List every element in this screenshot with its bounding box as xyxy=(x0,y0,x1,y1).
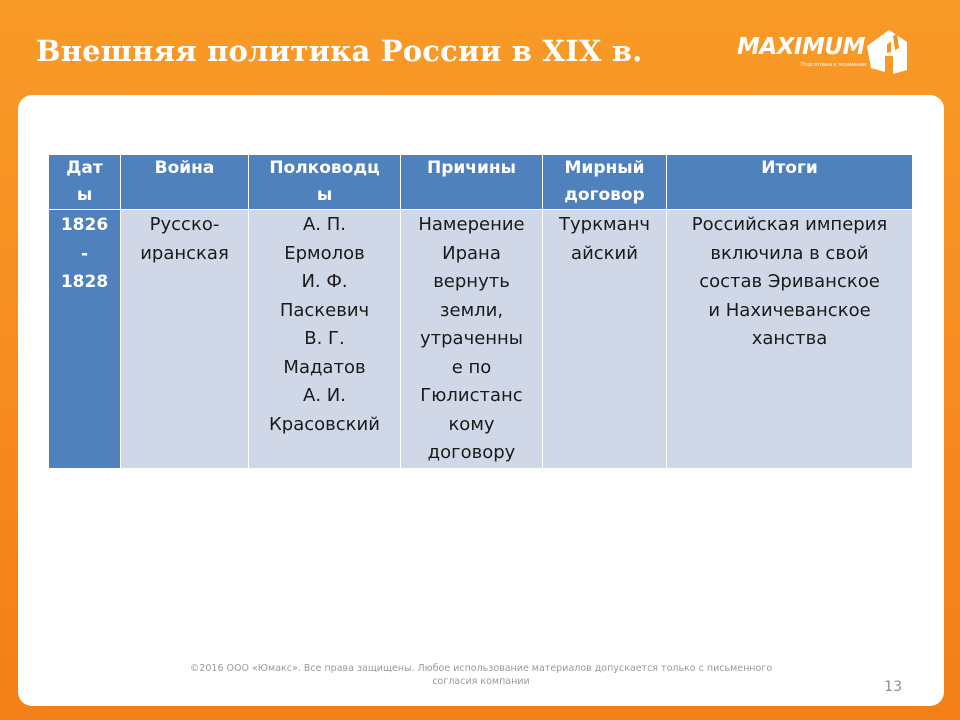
footer-line-1: ©2016 ООО «Юмакс». Все права защищены. Любое использование материалов допускается только с письменного xyxy=(189,663,773,674)
cell-results: Российская империя включила в свой состав Эриванское и Нахичеванское ханства xyxy=(667,210,913,469)
cell-causes: Намерение Ирана вернуть земли, утраченны е по Гюлистанс кому договору xyxy=(401,210,543,469)
logo-tagline: Подготовка к экзаменам xyxy=(801,62,867,68)
header-causes: Причины xyxy=(401,155,543,210)
slide-title: Внешняя политика России в XIX в. xyxy=(36,34,643,68)
content-panel xyxy=(18,95,944,706)
cell-war: Русско- иранская xyxy=(121,210,249,469)
logo-wordmark: MAXIMUM xyxy=(737,34,865,60)
header-results: Итоги xyxy=(667,155,913,210)
page-number: 13 xyxy=(884,679,902,695)
copyright-footer xyxy=(18,663,944,688)
cell-dates: 1826 - 1828 xyxy=(49,210,121,469)
table-header-row xyxy=(49,155,913,210)
maximum-logo xyxy=(737,26,917,80)
header-commanders: Полководц ы xyxy=(249,155,401,210)
cell-commanders: А. П. Ермолов И. Ф. Паскевич В. Г. Мадатов А. И. Красовский xyxy=(249,210,401,469)
history-table xyxy=(48,154,913,469)
header-treaty: Мирный договор xyxy=(543,155,667,210)
header-war: Война xyxy=(121,155,249,210)
house-logo-icon xyxy=(863,26,911,76)
footer-line-2: согласия компании xyxy=(432,675,530,687)
header-dates: Дат ы xyxy=(49,155,121,210)
table-row xyxy=(49,210,913,469)
cell-treaty: Туркманч айский xyxy=(543,210,667,469)
